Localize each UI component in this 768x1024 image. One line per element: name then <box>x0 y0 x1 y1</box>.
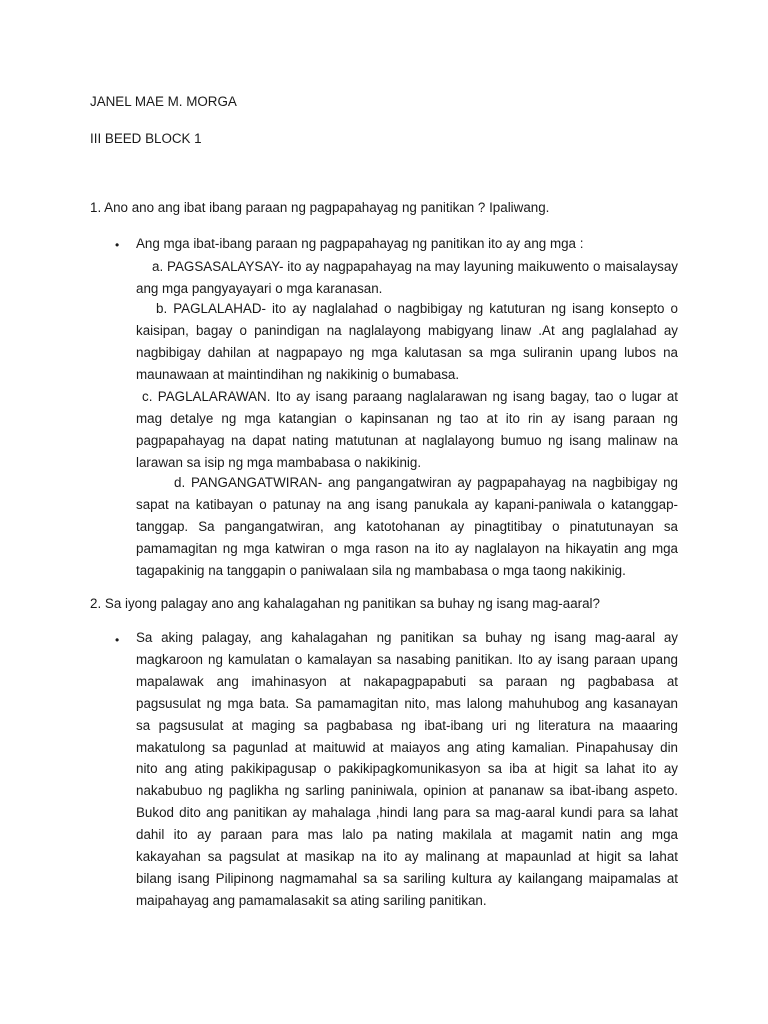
paragraph-line: tagapakinig na tanggapin o paniwalaan sila ng mambabasa o mga taong nakikinig. <box>136 562 626 578</box>
paragraph-line: maunawaan at maintindihan ng nakikinig o bumabasa. <box>136 366 460 382</box>
paragraph-line: pagpapahayag na dapat nating matutunan at naglalayong bumuo ng isang malinaw na <box>136 432 678 448</box>
paragraph-line: mag detalye ng mga katangian o kapinsanan ng tao at ito rin ay isang paraan ng <box>136 410 678 426</box>
paragraph-line: sa pagsusulat at maging sa pagbabasa ng ibat-ibang uri ng literatura na maaaring <box>136 717 678 733</box>
paragraph-line: bilang isang Pilipinong nagmamahal sa sa sariling kultura ay kailangang maipamalas at <box>136 870 678 886</box>
q1-intro: Ang mga ibat-ibang paraan ng pagpapahayag ng panitikan ito ay ang mga : <box>136 236 584 251</box>
paragraph-line: nito ang ating pakikipagusap o pakikipagkomunikasyon sa iba at higit sa lahat ito ay <box>136 761 678 777</box>
q1-item-d <box>136 472 678 582</box>
paragraph-line: kaisipan, bagay o panindigan na naglalayong mabigyang linaw .At ang paglalahad ay <box>136 322 678 338</box>
paragraph-line: pamamagitan ng mga katwiran o mga rason na ito ay naglalayon na hikayatin ang mga <box>136 540 678 556</box>
paragraph-line: tanggap. Sa pangangatwiran, ang katotohanan ay pinagtitibay o pinatutunayan sa <box>136 518 678 534</box>
paragraph-line: a. PAGSASALAYSAY- ito ay nagpapahayag na may layuning maikuwento o maisalaysay <box>152 259 678 274</box>
paragraph-line: d. PANGANGATWIRAN- ang pangangatwiran ay pagpapahayag na nagbibigay ng <box>174 475 678 490</box>
paragraph-line: larawan sa isip ng mga mambabasa o nakikinig. <box>136 454 422 470</box>
q1-item-a <box>136 256 678 300</box>
bullet-q2: • <box>115 633 120 647</box>
question-1: 1. Ano ano ang ibat ibang paraan ng pagpapahayag ng panitikan ? Ipaliwang. <box>90 200 550 215</box>
paragraph-line: pagsusulat ng mga bata. Sa pamamagitan nito, mas lalong mahuhubog ang kasanayan <box>136 695 678 711</box>
student-name: JANEL MAE M. MORGA <box>90 94 237 109</box>
paragraph-line: makatulong sa pagunlad at maituwid at maiayos ang ating kamalian. Pinapahusay din <box>136 739 678 755</box>
bullet-q1: • <box>115 238 120 252</box>
class-section: III BEED BLOCK 1 <box>90 131 202 146</box>
paragraph-line: Bukod dito ang panitikan ay mahalaga ,hindi lang para sa mag-aaral kundi para sa lahat <box>136 805 678 821</box>
paragraph-line: mapalawak ang imahinasyon at nakapagpapabuti sa paraan ng pagbabasa at <box>136 673 678 689</box>
paragraph-line: nagbibigay dahilan at nagpapayo ng mga kalutasan sa mga suliranin upang lubos na <box>136 344 678 360</box>
paragraph-line: magkaroon ng kamulatan o kamalayan sa nasabing panitikan. Ito ay isang paraan upang <box>136 651 678 667</box>
paragraph-line: b. PAGLALAHAD- ito ay naglalahad o nagbibigay ng katuturan ng isang konsepto o <box>156 301 678 316</box>
paragraph-line: nakabubuo ng paglikha ng sarling paniniwala, opinion at pananaw sa ibat-ibang aspeto. <box>136 783 678 799</box>
paragraph-line: c. PAGLALARAWAN. Ito ay isang paraang naglalarawan ng isang bagay, tao o lugar at <box>142 389 678 404</box>
q1-item-b <box>136 298 678 386</box>
paragraph-line: ang mga pangyayayari o mga karanasan. <box>136 280 383 296</box>
paragraph-line: maipahayag ang pamamalasakit sa ating sariling panitikan. <box>136 892 487 908</box>
question-2: 2. Sa iyong palagay ano ang kahalagahan ng panitikan sa buhay ng isang mag-aaral? <box>90 596 600 611</box>
paragraph-line: dahil ito ay paraan para mas lalo pa nating makilala at magamit natin ang mga <box>136 827 678 843</box>
paragraph-line: Sa aking palagay, ang kahalagahan ng panitikan sa buhay ng isang mag-aaral ay <box>136 630 678 645</box>
paragraph-line: sapat na katibayan o patunay na ang isang panukala ay kapani-paniwala o katanggap- <box>136 496 678 512</box>
q1-item-c <box>136 386 678 474</box>
paragraph-line: kakayahan sa pagsulat at masikap na ito ay malinang at mapaunlad at higit sa lahat <box>136 849 678 865</box>
q2-answer <box>136 627 678 912</box>
